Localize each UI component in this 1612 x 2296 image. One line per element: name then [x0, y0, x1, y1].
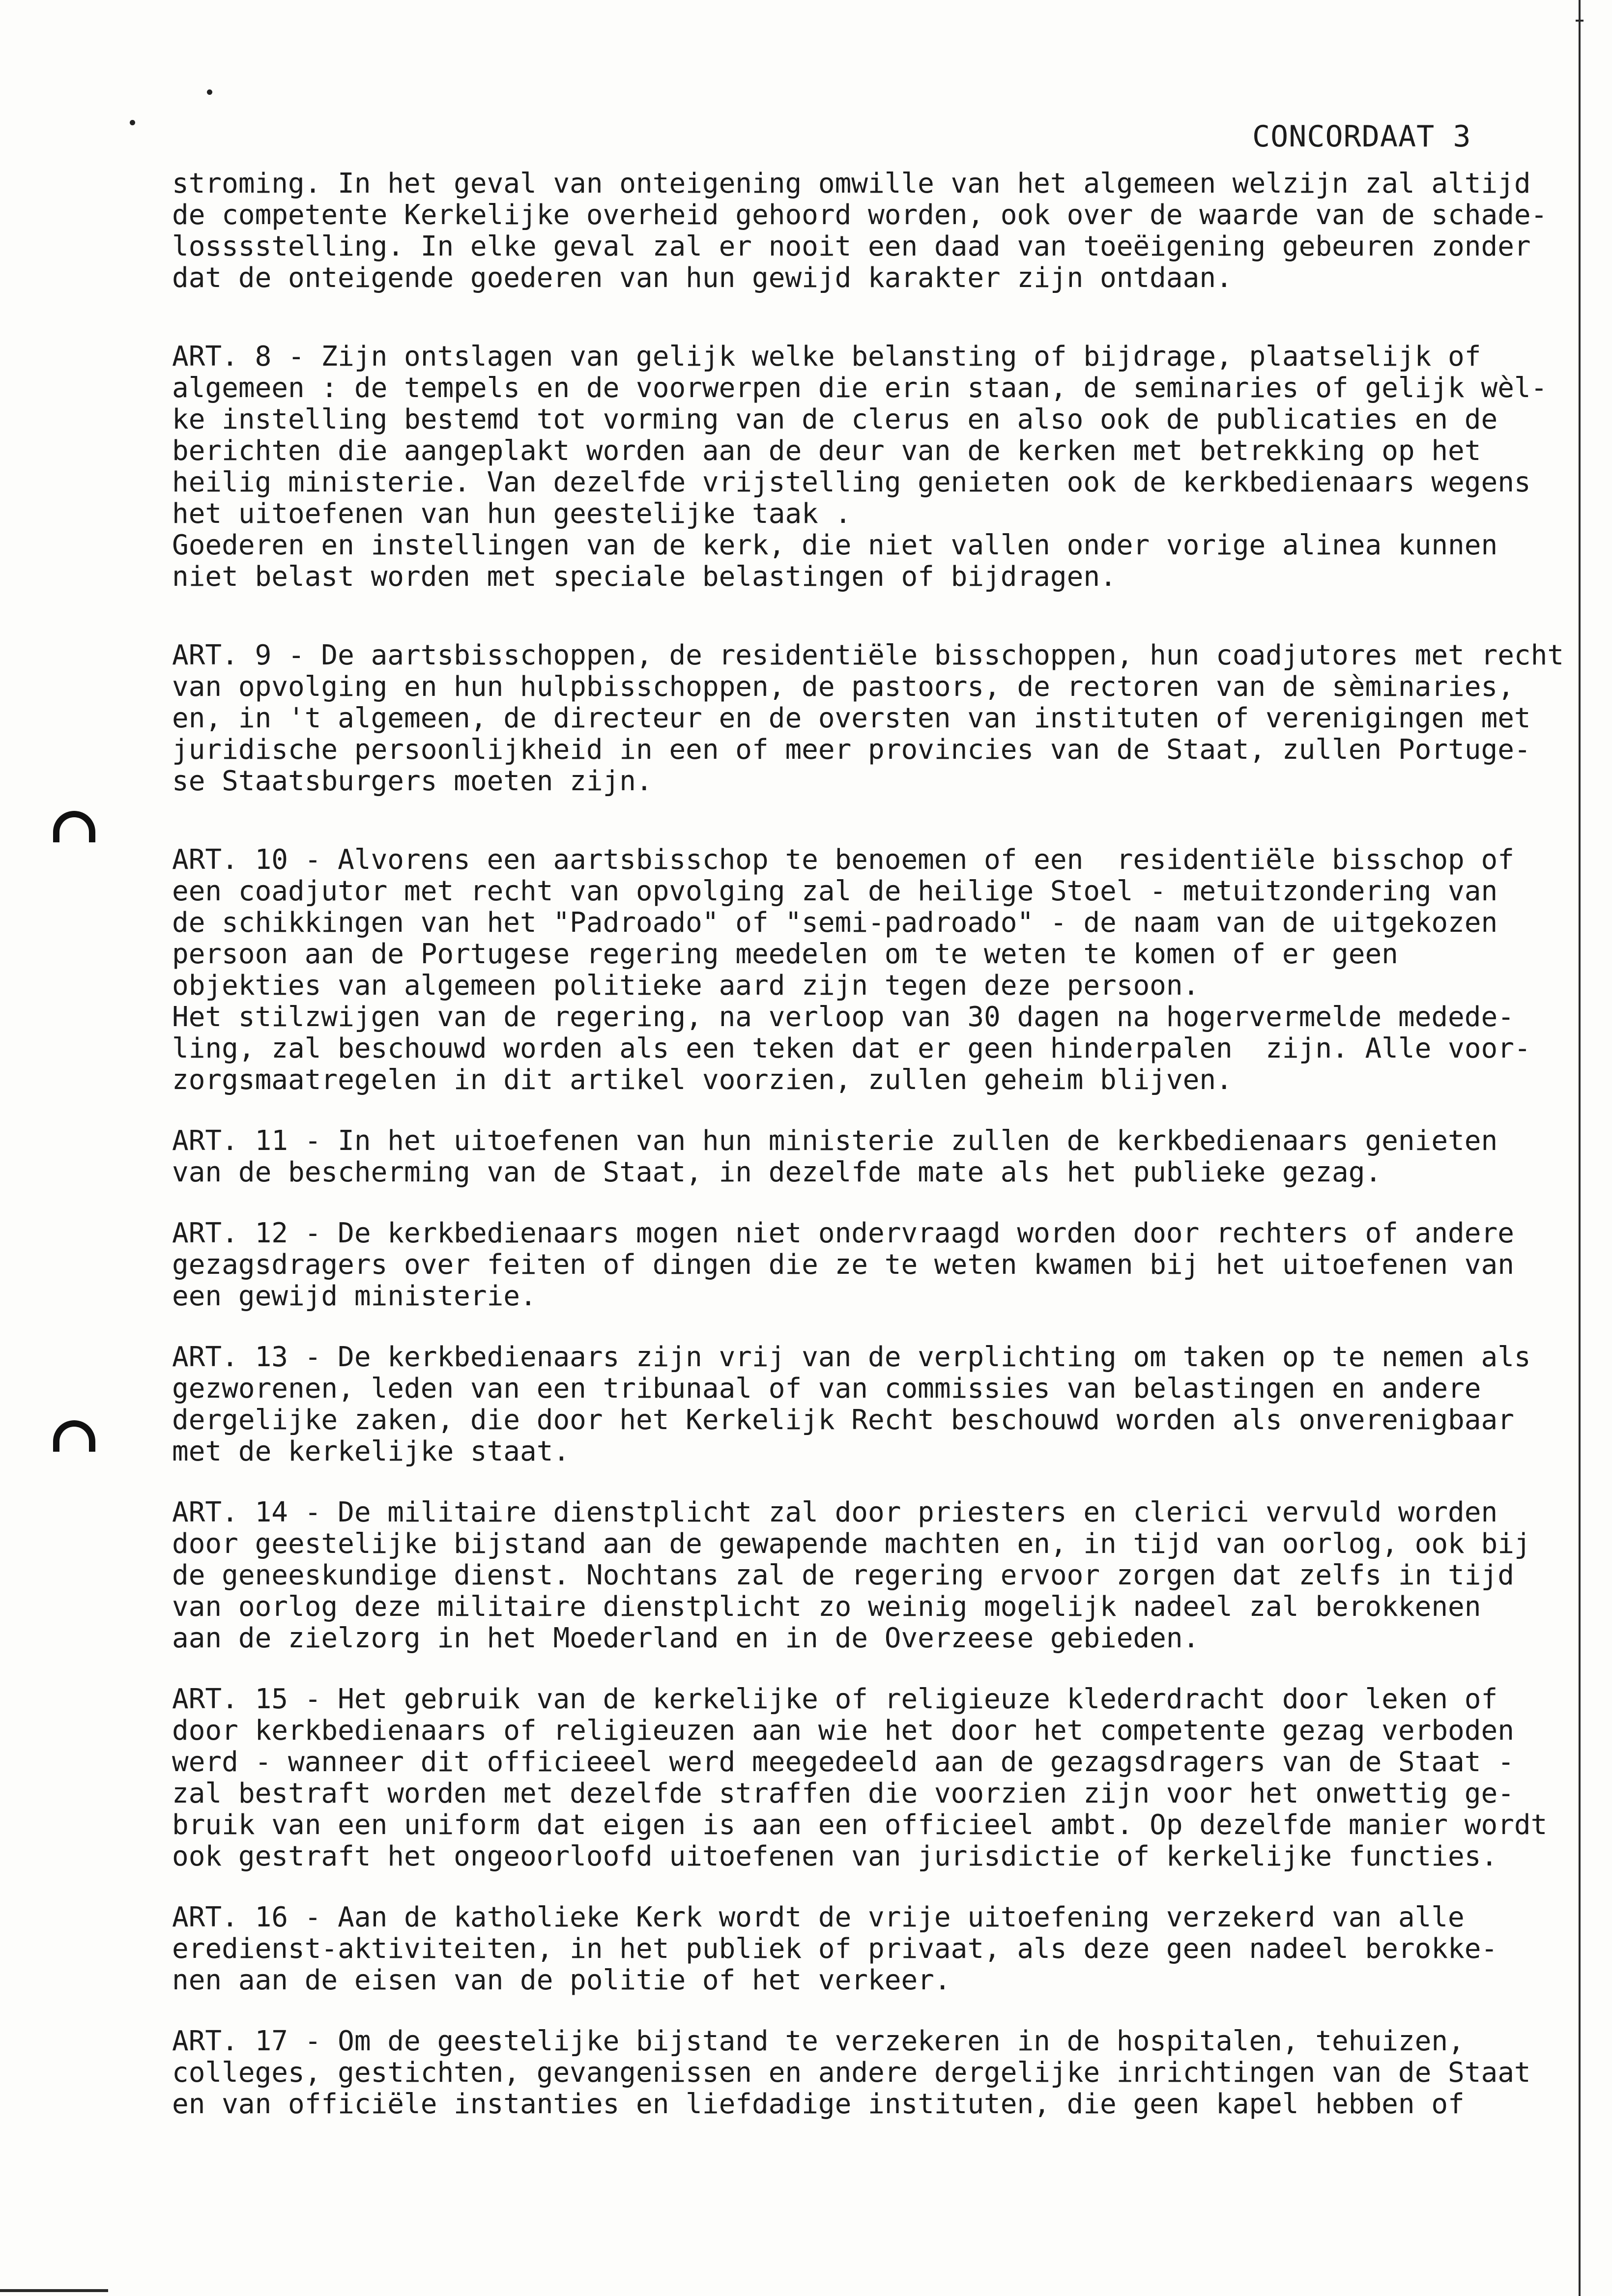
text-line: ART. 17 - Om de geestelijke bijstand te verzekeren in de hospitalen, tehuizen, — [172, 2025, 1465, 2057]
scan-edge-line — [1579, 0, 1581, 2296]
text-line: ART. 10 - Alvorens een aartsbisschop te benoemen of een residentiële bisschop of — [172, 844, 1514, 876]
scan-bottom-mark — [0, 2289, 108, 2292]
text-line: colleges, gestichten, gevangenissen en andere dergelijke inrichtingen van de Staat — [172, 2057, 1531, 2089]
text-line: ART. 9 - De aartsbisschoppen, de residentiële bisschoppen, hun coadjutores met recht — [172, 639, 1564, 671]
text-line: bruik van een uniform dat eigen is aan een officieel ambt. Op dezelfde manier wordt — [172, 1809, 1548, 1841]
text-line: de geneeskundige dienst. Nochtans zal de regering ervoor zorgen dat zelfs in tijd — [172, 1559, 1514, 1591]
text-line: algemeen : de tempels en de voorwerpen die erin staan, de seminaries of gelijk wèl- — [172, 372, 1548, 404]
article-14 — [172, 1497, 1548, 1654]
text-line: Goederen en instellingen van de kerk, die niet vallen onder vorige alinea kunnen — [172, 529, 1498, 561]
text-line: het uitoefenen van hun geestelijke taak . — [172, 498, 852, 530]
punch-dot — [207, 89, 212, 95]
text-line: door kerkbedienaars of religieuzen aan wie het door het competente gezag verboden — [172, 1715, 1514, 1747]
text-line: ook gestraft het ongeoorloofd uitoefenen van jurisdictie of kerkelijke functies. — [172, 1840, 1498, 1872]
scan-edge-tick — [1576, 20, 1583, 22]
article-11 — [172, 1125, 1548, 1188]
text-line: gezworenen, leden van een tribunaal of van commissies van belastingen en andere — [172, 1373, 1481, 1405]
page-header: CONCORDAAT 3 — [1252, 119, 1471, 154]
binder-hole-mark — [53, 811, 95, 842]
text-line: berichten die aangeplakt worden aan de deur van de kerken met betrekking op het — [172, 435, 1481, 467]
text-line: werd - wanneer dit officieeel werd meegedeeld aan de gezagsdragers van de Staat - — [172, 1746, 1514, 1778]
text-line: van opvolging en hun hulpbisschoppen, de pastoors, de rectoren van de sèminaries, — [172, 671, 1514, 703]
text-line: en van officiële instanties en liefdadige instituten, die geen kapel hebben of — [172, 2088, 1465, 2120]
text-line: gezagsdragers over feiten of dingen die ze te weten kwamen bij het uitoefenen van — [172, 1249, 1514, 1281]
text-line: juridische persoonlijkheid in een of meer provincies van de Staat, zullen Portuge- — [172, 734, 1531, 766]
text-line: een coadjutor met recht van opvolging zal de heilige Stoel - metuitzondering van — [172, 875, 1498, 907]
article-8 — [172, 341, 1548, 593]
punch-dot — [130, 120, 135, 125]
text-line: zal bestraft worden met dezelfde straffen die voorzien zijn voor het onwettig ge- — [172, 1778, 1514, 1809]
text-line: aan de zielzorg in het Moederland en in de Overzeese gebieden. — [172, 1622, 1200, 1654]
text-line: ART. 15 - Het gebruik van de kerkelijke of religieuze klederdracht door leken of — [172, 1683, 1498, 1715]
article-15 — [172, 1684, 1548, 1872]
text-line: met de kerkelijke staat. — [172, 1435, 570, 1467]
text-line: ke instelling bestemd tot vorming van de clerus en also ook de publicaties en de — [172, 403, 1498, 435]
article-12 — [172, 1218, 1548, 1312]
text-line: zorgsmaatregelen in dit artikel voorzien, zullen geheim blijven. — [172, 1064, 1233, 1096]
text-line: eredienst-aktiviteiten, in het publiek of privaat, als deze geen nadeel berokke- — [172, 1933, 1498, 1965]
text-line: se Staatsburgers moeten zijn. — [172, 765, 653, 797]
text-line: door geestelijke bijstand aan de gewapende machten en, in tijd van oorlog, ook bij — [172, 1528, 1531, 1560]
text-line: ART. 13 - De kerkbedienaars zijn vrij van de verplichting om taken op te nemen als — [172, 1341, 1531, 1373]
text-line: van de bescherming van de Staat, in dezelfde mate als het publieke gezag. — [172, 1156, 1382, 1188]
paragraph-intro — [172, 168, 1548, 294]
text-line: objekties van algemeen politieke aard zijn tegen deze persoon. — [172, 970, 1200, 1002]
document-body — [172, 168, 1564, 2120]
article-13 — [172, 1342, 1548, 1467]
text-line: van oorlog deze militaire dienstplicht zo weinig mogelijk nadeel zal berokkenen — [172, 1591, 1481, 1623]
article-9 — [172, 639, 1564, 797]
article-10 — [172, 844, 1548, 1096]
text-line: ART. 8 - Zijn ontslagen van gelijk welke belansting of bijdrage, plaatselijk of — [172, 341, 1481, 373]
text-line: losssstelling. In elke geval zal er nooit een daad van toeëigening gebeuren zonder — [172, 230, 1531, 262]
text-line: nen aan de eisen van de politie of het verkeer. — [172, 1964, 951, 1996]
text-line: de schikkingen van het "Padroado" of "semi-padroado" - de naam van de uitgekozen — [172, 907, 1498, 939]
text-line: niet belast worden met speciale belastingen of bijdragen. — [172, 561, 1117, 593]
text-line: ART. 16 - Aan de katholieke Kerk wordt de vrije uitoefening verzekerd van alle — [172, 1901, 1465, 1933]
text-line: stroming. In het geval van onteigening omwille van het algemeen welzijn zal altijd — [172, 168, 1531, 200]
text-line: en, in 't algemeen, de directeur en de oversten van instituten of verenigingen met — [172, 702, 1531, 734]
text-line: Het stilzwijgen van de regering, na verloop van 30 dagen na hogervermelde mededе- — [172, 1001, 1514, 1033]
binder-hole-mark — [53, 1420, 95, 1452]
text-line: dat de onteigende goederen van hun gewijd karakter zijn ontdaan. — [172, 262, 1233, 294]
text-line: ART. 11 - In het uitoefenen van hun ministerie zullen de kerkbedienaars genieten — [172, 1125, 1498, 1157]
article-17 — [172, 2026, 1548, 2120]
text-line: dergelijke zaken, die door het Kerkelijk Recht beschouwd worden als onverenigbaar — [172, 1404, 1514, 1436]
article-16 — [172, 1902, 1548, 1996]
text-line: heilig ministerie. Van dezelfde vrijstelling genieten ook de kerkbedienaars wegens — [172, 466, 1531, 498]
text-line: de competente Kerkelijke overheid gehoord worden, ook over de waarde van de schade- — [172, 199, 1548, 231]
text-line: ART. 14 - De militaire dienstplicht zal door priesters en clerici vervuld worden — [172, 1496, 1498, 1528]
text-line: ART. 12 - De kerkbedienaars mogen niet ondervraagd worden door rechters of andere — [172, 1217, 1514, 1249]
text-line: een gewijd ministerie. — [172, 1280, 537, 1312]
text-line: ling, zal beschouwd worden als een teken dat er geen hinderpalen zijn. Alle voor- — [172, 1033, 1531, 1064]
text-line: persoon aan de Portugese regering meedelen om te weten te komen of er geen — [172, 938, 1398, 970]
